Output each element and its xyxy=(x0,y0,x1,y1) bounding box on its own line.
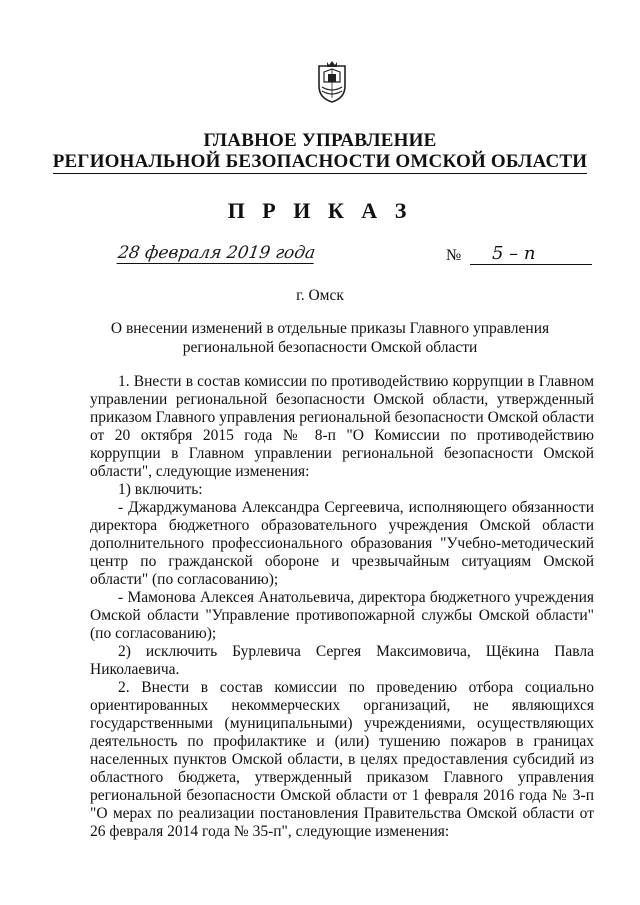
number-sign: № xyxy=(446,247,462,264)
paragraph-2: 2. Внести в состав комиссии по проведению отбора социально ориентированных некоммерческих организаций, не являющихся государственными (муниципальными) учреждениями, осуществляющих деятельность по профилактике и (или) тушению пожаров в границах населенных пунктов Омской области, в целях предоставления субсидий из областного бюджета, утвержденный приказом Главного управления региональной безопасности Омской области от 1 февраля 2016 года № 3-п "О мерах по реализации постановления Правительства Омской области от 26 февраля 2014 года № 35-п", следующие изменения: xyxy=(90,679,594,840)
order-subject xyxy=(100,319,560,357)
order-number: 5 – п xyxy=(470,243,592,265)
paragraph-1-item-1: - Джарджуманова Александра Сергеевича, исполняющего обязанности директора бюджетного образовательного учреждения Омской области дополнительного профессионального образования "Учебно-методический центр по гражданской обороне и чрезвычайным ситуациям Омской области" (по согласованию); xyxy=(90,499,594,588)
subject-line1: О внесении изменений в отдельные приказы Главного управления xyxy=(110,320,550,337)
city-label: г. Омск xyxy=(296,287,344,304)
paragraph-1-item-2: - Мамонова Алексея Анатольевича, директора бюджетного учреждения Омской области "Управление противопожарной службы Омской области" (по согласованию); xyxy=(90,589,594,642)
subject-line2: региональной безопасности Омской области xyxy=(182,339,478,356)
order-date: 28 февраля 2019 года xyxy=(116,243,317,263)
paragraph-1: 1. Внести в состав комиссии по противодействию коррупции в Главном управлении региональной безопасности Омской области, утвержденный приказом Главного управления региональной безопасности Омской области от 20 октября 2015 года № 8-п "О Комиссии по противодействию коррупции в Главном управлении региональной безопасности Омской области", следующие изменения: xyxy=(90,373,594,480)
document-type-title: П Р И К А З xyxy=(227,198,413,223)
paragraph-1-exclude: 2) исключить Бурлевича Сергея Максимовича, Щёкина Павла Николаевича. xyxy=(90,643,594,678)
paragraph-1-include: 1) включить: xyxy=(118,481,203,498)
organization-name-line2: РЕГИОНАЛЬНОЙ БЕЗОПАСНОСТИ ОМСКОЙ ОБЛАСТИ xyxy=(52,151,588,172)
coat-of-arms-emblem xyxy=(315,60,349,104)
organization-name-line1: ГЛАВНОЕ УПРАВЛЕНИЕ xyxy=(203,130,437,151)
